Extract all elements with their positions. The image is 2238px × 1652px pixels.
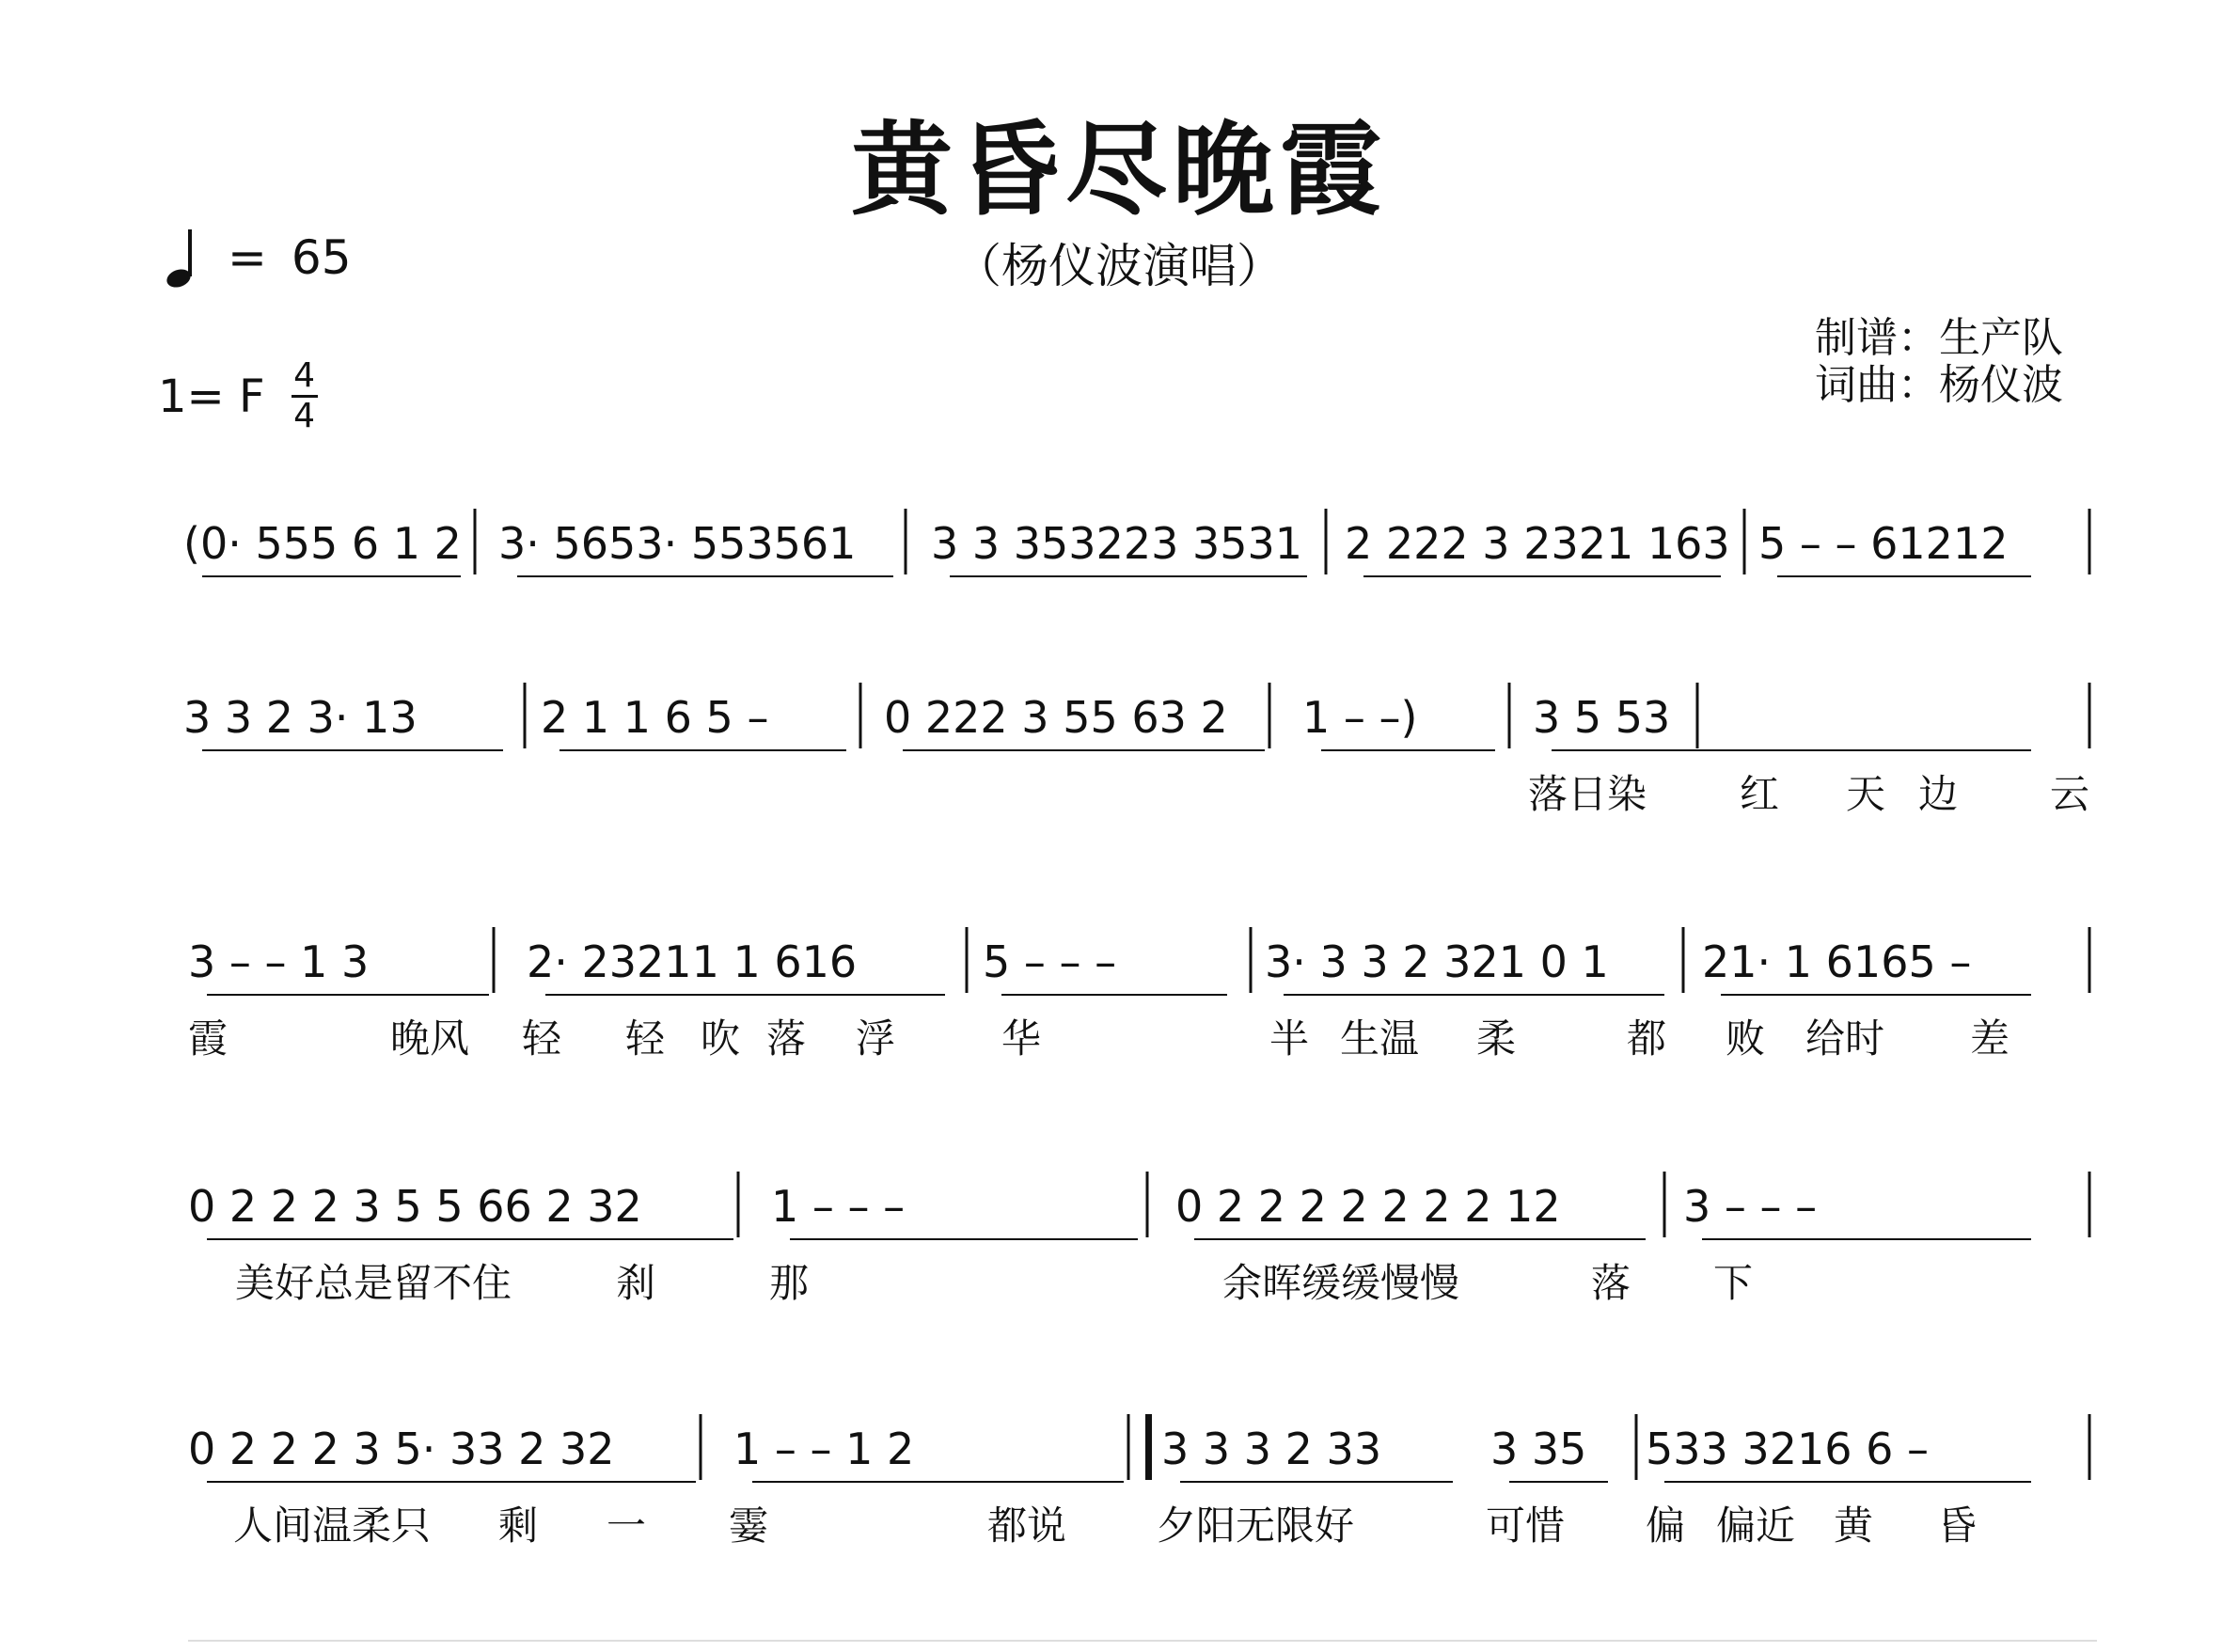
- measure: 1 – – 1 2: [733, 1424, 915, 1474]
- lyric: 下: [1713, 1260, 1754, 1306]
- credit-lyricist: 词曲：杨仪波: [1815, 361, 2063, 409]
- measure: 3· 5653· 553561: [498, 518, 857, 569]
- lyric: 人间温柔只: [233, 1503, 432, 1549]
- lyric: 剩: [498, 1503, 539, 1549]
- measure: 0 2 2 2 3 5· 33 2 32: [188, 1424, 615, 1474]
- time-signature-top: 4: [293, 356, 316, 395]
- lyric: 生温: [1340, 1015, 1420, 1062]
- measure: 3· 3 3 2 321 0 1: [1265, 936, 1609, 987]
- lyric: 边: [1918, 771, 1959, 817]
- measure: 3 – – 1 3: [188, 936, 370, 987]
- lyric: 柔: [1476, 1015, 1517, 1062]
- lyric: 都: [1627, 1015, 1667, 1062]
- lyric: 落: [1591, 1260, 1631, 1306]
- measure: 3 3 3 2 33: [1161, 1424, 1382, 1474]
- lyric: 昏: [1937, 1503, 1978, 1549]
- lyric: 半: [1269, 1015, 1310, 1062]
- measure: 1 – –): [1302, 692, 1418, 743]
- lyric: 余晖缓缓慢慢: [1222, 1260, 1460, 1306]
- song-title: 黄昏尽晚霞: [850, 112, 1387, 229]
- measure: 21· 1 6165 –: [1702, 936, 1972, 987]
- lyric: 一: [607, 1503, 647, 1549]
- lyric: 败: [1726, 1015, 1766, 1062]
- lyric: 华: [1001, 1015, 1042, 1062]
- measure: 0 2 2 2 2 2 2 2 12: [1175, 1181, 1561, 1232]
- lyric: 那: [769, 1260, 810, 1306]
- lyric: 吹: [701, 1015, 741, 1062]
- time-signature-bottom: 4: [293, 397, 316, 435]
- lyric: 夕阳无限好: [1157, 1503, 1355, 1549]
- lyric: 晚风: [390, 1015, 470, 1062]
- measure: 3 35: [1490, 1424, 1587, 1474]
- measure: 3 5 53: [1533, 692, 1671, 743]
- lyric: 可惜: [1486, 1503, 1566, 1549]
- lyric: 霞: [188, 1015, 229, 1062]
- lyric: 偏近: [1716, 1503, 1796, 1549]
- lyric: 红: [1740, 771, 1780, 817]
- lyric: 美好总是留不住: [235, 1260, 512, 1306]
- tempo-bpm: 65: [291, 230, 352, 285]
- lyric: 黄: [1834, 1503, 1874, 1549]
- lyric: 轻: [625, 1015, 666, 1062]
- lyric: 差: [1970, 1015, 2010, 1062]
- lyric: 云: [2050, 771, 2090, 817]
- measure: 0 2 2 2 3 5 5 66 2 32: [188, 1181, 642, 1232]
- measure: 3 – – –: [1683, 1181, 1818, 1232]
- lyric: 都说: [987, 1503, 1067, 1549]
- lyric: 落: [766, 1015, 807, 1062]
- measure: (0· 555 6 1 2: [183, 518, 462, 569]
- song-subtitle: （杨仪波演唱）: [954, 239, 1284, 293]
- lyric: 给时: [1805, 1015, 1885, 1062]
- lyric: 偏: [1646, 1503, 1686, 1549]
- measure: 3 3 2 3· 13: [183, 692, 418, 743]
- lyric: 浮: [856, 1015, 896, 1062]
- lyric: 天: [1846, 771, 1886, 817]
- measure: 0 222 3 55 63 2: [884, 692, 1228, 743]
- credit-arranger: 制谱：生产队: [1815, 314, 2063, 362]
- measure: 2 1 1 6 5 –: [541, 692, 769, 743]
- measure: 2· 23211 1 616: [527, 936, 858, 987]
- lyric: 霎: [729, 1503, 769, 1549]
- measure: 5 – – 61212: [1758, 518, 2009, 569]
- lyric: 刹: [616, 1260, 656, 1306]
- measure: 5 – – –: [983, 936, 1117, 987]
- repeat-start-sign: [1145, 1414, 1152, 1480]
- measure: 2 222 3 2321 163: [1345, 518, 1730, 569]
- key-label: 1= F: [158, 370, 265, 423]
- lyric: 轻: [522, 1015, 562, 1062]
- measure: 1 – – –: [771, 1181, 906, 1232]
- measure: 533 3216 6 –: [1646, 1424, 1929, 1474]
- lyric: 落日染: [1528, 771, 1647, 817]
- tempo-equals: =: [228, 230, 267, 285]
- measure: 3 3 353223 3531: [931, 518, 1303, 569]
